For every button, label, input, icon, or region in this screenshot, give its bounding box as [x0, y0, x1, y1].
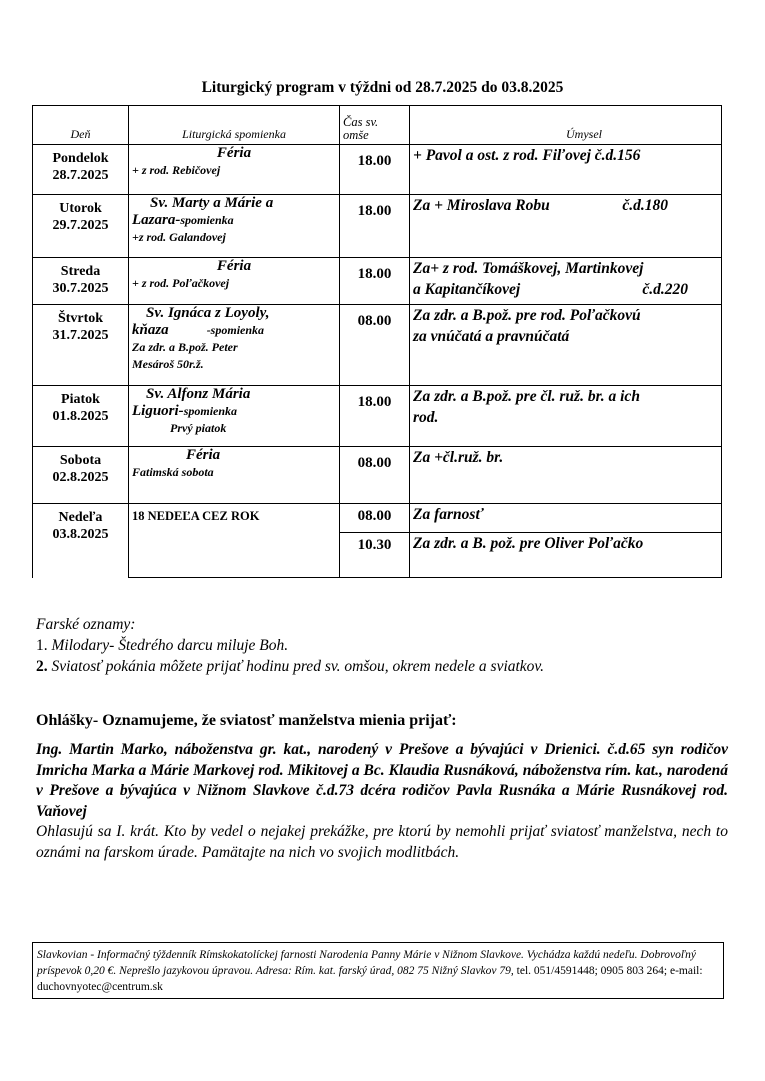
notice-item [36, 656, 736, 677]
day-cell [33, 386, 129, 447]
intention-cell: Za zdr. a B. pož. pre Oliver Poľačko [410, 533, 722, 578]
intention-text: Za + Miroslava Robu [413, 197, 550, 214]
banns-text [36, 740, 728, 863]
liturgy-title-2: kňaza [132, 322, 169, 338]
liturgy-cell [129, 195, 340, 258]
intention-text-2: a Kapitančíkovej [413, 281, 521, 298]
intention-cell: Za +čl.ruž. br. [410, 447, 722, 504]
liturgy-cell [129, 258, 340, 305]
table-row [33, 386, 722, 447]
table-row [33, 258, 722, 305]
page-title: Liturgický program v týždni od 28.7.2025 do 03.8.2025 [201, 79, 564, 96]
day-name: Sobota [59, 453, 102, 468]
liturgy-title: Féria [186, 447, 221, 463]
banns-heading: Ohlášky- Oznamujeme, že sviatosť manželstva mienia prijať: [36, 712, 457, 729]
intention-cell: + Pavol a ost. z rod. Fiľovej č.d.156 [410, 145, 722, 195]
header-intention: Úmysel [410, 106, 722, 145]
table-header-row [33, 106, 722, 145]
liturgy-note: +z rod. Galandovej [132, 230, 226, 244]
day-date: 30.7.2025 [52, 281, 109, 296]
header-liturgy: Liturgická spomienka [129, 106, 340, 145]
day-date: 29.7.2025 [52, 218, 109, 233]
time-cell: 18.00 [340, 258, 410, 305]
notice-item [36, 635, 736, 656]
banns-note: Ohlasujú sa I. krát. Kto by vedel o nejakej prekážke, pre ktorú by nemohli prijať sviatosť manželstva, nech to oznámi na farskom úrade. Pamätajte na nich vo svojich modlitbách. [36, 823, 728, 861]
notice-number: 1. [36, 637, 48, 654]
day-name: Piatok [61, 392, 100, 407]
day-date: 03.8.2025 [52, 527, 109, 542]
liturgy-title: Féria [216, 145, 252, 161]
intention-cell [410, 305, 722, 386]
liturgy-note: Fatimská sobota [132, 465, 214, 479]
day-name: Streda [60, 264, 101, 279]
time-cell: 18.00 [340, 145, 410, 195]
time-cell: 18.00 [340, 195, 410, 258]
day-name: Nedeľa [58, 510, 103, 525]
intention-cell: Za farnosť [410, 504, 722, 533]
liturgy-note: + z rod. Rebičovej [132, 163, 221, 177]
intention-text-2: za vnúčatá a pravnúčatá [413, 328, 570, 345]
day-name: Štvrtok [57, 311, 104, 326]
footer-info: Slavkovian - Informačný týždenník Rímskokatolíckej farnosti Narodenia Panny Márie v Nižnom Slavkove. Vychádza každú nedeľu. Dobrovoľný príspevok 0,20 €. Neprešlo jazykovou úpravou. Adresa: Rím. kat. farský úrad, 082 75 Nižný Slavkov 79, [37, 949, 696, 977]
notice-number: 2. [36, 658, 48, 675]
liturgy-note-2: Mesároš 50r.ž. [132, 357, 204, 371]
notice-text: Sviatosť pokánia môžete prijať hodinu pred sv. omšou, okrem nedele a sviatkov. [47, 658, 545, 675]
day-date: 02.8.2025 [52, 470, 109, 485]
liturgy-cell [129, 145, 340, 195]
time-cell: 08.00 [340, 305, 410, 386]
intention-cell [410, 195, 722, 258]
liturgy-note: + z rod. Poľačkovej [132, 276, 230, 290]
liturgy-rank: spomienka [183, 404, 238, 418]
day-date: 01.8.2025 [52, 409, 109, 424]
intention-text-2: rod. [413, 409, 439, 426]
table-row [33, 145, 722, 195]
header-time: Čas sv. omše [340, 106, 410, 145]
liturgy-title: Féria [216, 258, 252, 274]
day-name: Utorok [59, 201, 102, 216]
liturgy-cell: 18 NEDEĽA CEZ ROK [129, 504, 340, 578]
liturgy-title-2: Lazara- [132, 212, 181, 228]
liturgy-cell [129, 386, 340, 447]
liturgy-note: Prvý piatok [170, 421, 227, 435]
intention-cell [410, 258, 722, 305]
house-number: č.d.180 [622, 197, 668, 214]
intention-text: Za+ z rod. Tomáškovej, Martinkovej [413, 260, 644, 277]
liturgy-table [32, 105, 722, 578]
time-cell: 18.00 [340, 386, 410, 447]
day-cell [33, 195, 129, 258]
intention-text: Za zdr. a B.pož. pre čl. ruž. br. a ich [413, 388, 640, 405]
liturgy-title-2: Liguori- [132, 403, 184, 419]
liturgy-cell [129, 447, 340, 504]
day-cell [33, 305, 129, 386]
liturgy-rank: -spomienka [206, 323, 265, 337]
time-cell: 08.00 [340, 504, 410, 533]
table-row [33, 305, 722, 386]
day-date: 28.7.2025 [52, 168, 109, 183]
intention-text: Za zdr. a B.pož. pre rod. Poľačkovú [413, 307, 641, 324]
intention-cell [410, 386, 722, 447]
day-cell [33, 258, 129, 305]
notice-text: Milodary- Štedrého darcu miluje Boh. [47, 637, 289, 654]
liturgy-cell [129, 305, 340, 386]
liturgy-title: Sv. Alfonz Mária [146, 386, 251, 402]
day-cell [33, 504, 129, 578]
time-cell: 08.00 [340, 447, 410, 504]
notices-heading: Farské oznamy: [36, 616, 136, 633]
liturgy-note: Za zdr. a B.pož. Peter [132, 340, 238, 354]
footer-contact: tel. 051/4591448; 0905 803 264; e-mail: duchovnyotec@centrum.sk [37, 965, 703, 993]
liturgy-title: Sv. Marty a Márie a [150, 195, 274, 211]
table-row [33, 504, 722, 533]
day-cell [33, 447, 129, 504]
liturgy-title: Sv. Ignáca z Loyoly, [146, 305, 270, 321]
house-number: č.d.220 [642, 281, 688, 298]
day-date: 31.7.2025 [52, 328, 109, 343]
table-row [33, 447, 722, 504]
header-day: Deň [33, 106, 129, 145]
footer-box [32, 942, 724, 999]
day-cell [33, 145, 129, 195]
time-cell: 10.30 [340, 533, 410, 578]
day-name: Pondelok [52, 151, 109, 166]
couple-details: Ing. Martin Marko, náboženstva gr. kat., narodený v Prešove a bývajúci v Drienici. č.d.65 syn rodičov Imricha Marka a Márie Markovej rod. Mikitovej a Bc. Klaudia Rusnáková, náboženstva rím. kat., narodená v Prešove a bývajúca v Nižnom Slavkove č.d.73 dcéra rodičov Pavla Rusnáka a Márie Rusnákovej rod. Vaňovej [36, 741, 728, 820]
liturgy-rank: spomienka [180, 213, 234, 227]
table-row [33, 195, 722, 258]
